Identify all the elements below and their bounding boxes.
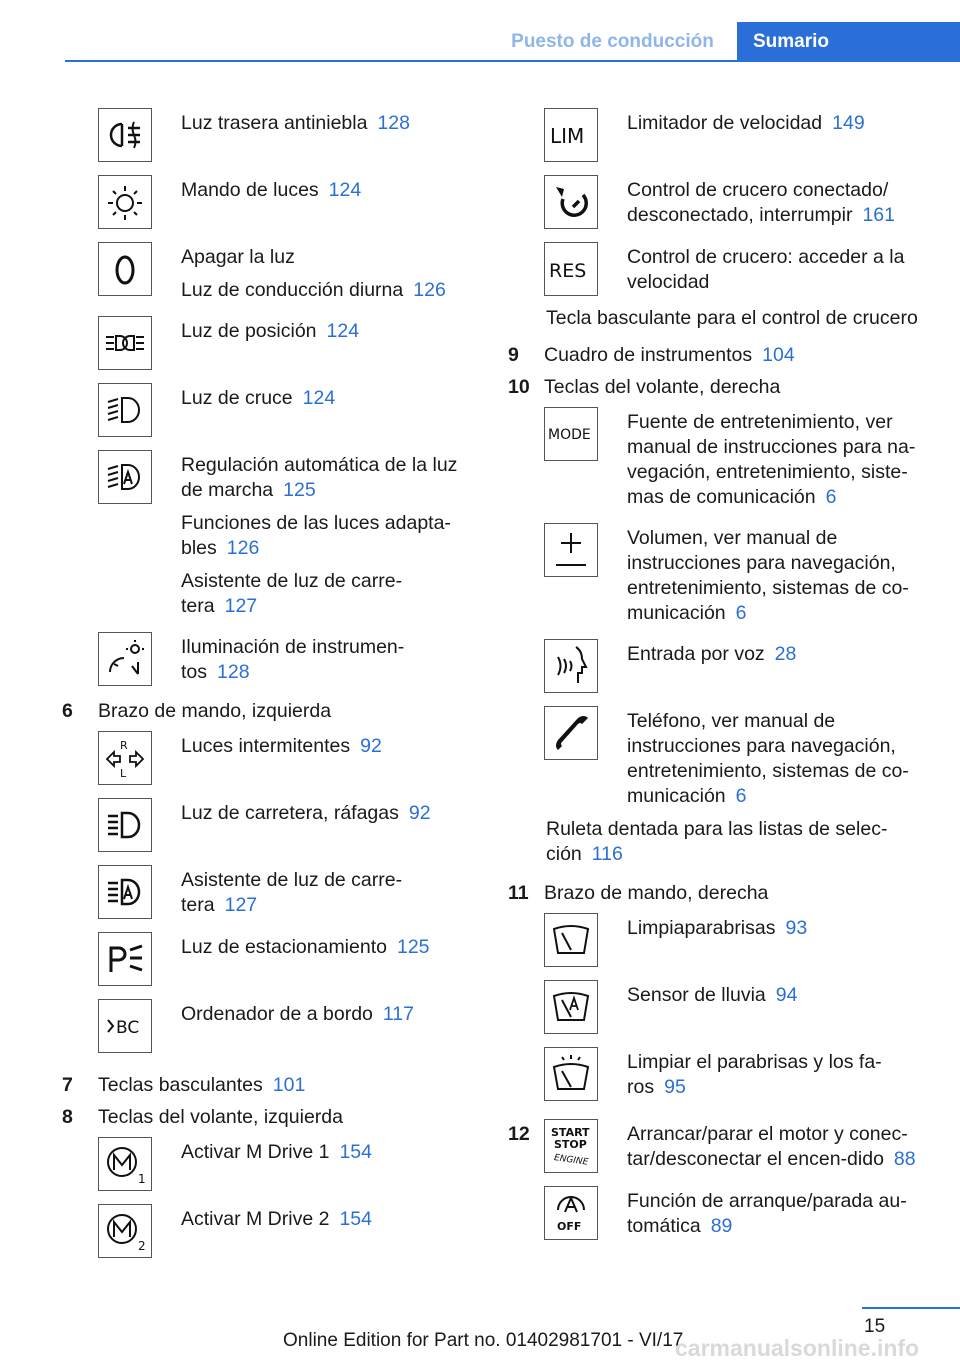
list-item bbox=[508, 913, 933, 967]
item-label: Iluminación de instrumen-tos bbox=[181, 636, 405, 683]
page-link[interactable]: 28 bbox=[774, 643, 797, 665]
numbered-item bbox=[62, 1073, 467, 1098]
list-item bbox=[508, 639, 933, 693]
svg-text:START: START bbox=[551, 1126, 590, 1139]
item-label: Entrada por voz bbox=[627, 643, 765, 665]
item-label: Cuadro de instrumentos bbox=[544, 344, 753, 366]
onboard-computer-icon bbox=[98, 999, 152, 1053]
svg-text:2: 2 bbox=[138, 1239, 146, 1253]
list-item bbox=[62, 316, 467, 370]
item-label: Brazo de mando, izquierda bbox=[98, 700, 332, 722]
mode-icon bbox=[544, 407, 598, 461]
list-item bbox=[62, 865, 467, 919]
list-item bbox=[62, 632, 467, 686]
auto-headlight-icon bbox=[98, 450, 152, 504]
item-label: Limpiaparabrisas bbox=[627, 917, 776, 939]
chapter-tab[interactable]: Puesto de conducción bbox=[511, 31, 714, 52]
edition-footer: Online Edition for Part no. 01402981701 - VI/17 bbox=[283, 1330, 684, 1351]
list-item bbox=[508, 1186, 933, 1240]
wiper-icon bbox=[544, 913, 598, 967]
page-link[interactable]: 125 bbox=[283, 479, 316, 501]
item-label: Teclas del volante, derecha bbox=[544, 376, 781, 398]
page-link[interactable]: 124 bbox=[302, 387, 336, 409]
item-number: 10 bbox=[508, 376, 530, 398]
page-link[interactable]: 124 bbox=[328, 179, 362, 201]
volume-icon bbox=[544, 523, 598, 577]
page-link[interactable]: 126 bbox=[226, 537, 260, 559]
watermark: carmanualsonline.info bbox=[675, 1335, 920, 1361]
svg-text:R: R bbox=[120, 739, 128, 752]
svg-text:RES: RES bbox=[549, 260, 587, 282]
parking-light-icon bbox=[98, 932, 152, 986]
page-link[interactable]: 161 bbox=[862, 204, 895, 226]
page-link[interactable]: 128 bbox=[377, 112, 410, 134]
svg-text:STOP: STOP bbox=[554, 1138, 587, 1151]
page-number: 15 bbox=[864, 1316, 886, 1337]
svg-text:L: L bbox=[120, 767, 127, 780]
item-label: Apagar la luz bbox=[181, 246, 295, 268]
item-label: Control de crucero: acceder a la velocidad bbox=[627, 246, 905, 293]
item-label: Luz de posición bbox=[181, 320, 317, 342]
item-label: Arrancar/parar el motor y conec-tar/desconectar el encen-dido bbox=[627, 1123, 908, 1170]
parking-lights-icon bbox=[98, 316, 152, 370]
item-label: Luces intermitentes bbox=[181, 735, 351, 757]
voice-input-icon bbox=[544, 639, 598, 693]
page-link[interactable]: 88 bbox=[893, 1148, 916, 1170]
numbered-item bbox=[62, 699, 467, 724]
item-label: Volumen, ver manual de instrucciones para navegación, entretenimiento, sistemas de co-municación bbox=[627, 527, 909, 624]
page-link[interactable]: 95 bbox=[664, 1076, 686, 1098]
page-link[interactable]: 94 bbox=[775, 984, 798, 1006]
page-link[interactable]: 154 bbox=[339, 1141, 372, 1163]
list-item bbox=[62, 242, 467, 303]
item-label: Función de arranque/parada au-tomática bbox=[627, 1190, 907, 1237]
item-label: Fuente de entretenimiento, ver manual de instrucciones para na-vegación, entretenimiento, siste-mas de comunicación bbox=[627, 411, 916, 508]
page-link[interactable]: 127 bbox=[224, 595, 258, 617]
list-item bbox=[62, 108, 467, 162]
item-number: 9 bbox=[508, 344, 519, 366]
page-link[interactable]: 154 bbox=[339, 1208, 372, 1230]
item-label: Limitador de velocidad bbox=[627, 112, 823, 134]
item-label: Regulación automática de la luz de marcha bbox=[181, 454, 458, 501]
list-item bbox=[62, 1204, 467, 1258]
resume-icon bbox=[544, 242, 598, 296]
page-link[interactable]: 93 bbox=[785, 917, 808, 939]
item-label: Limpiar el parabrisas y los fa-ros bbox=[627, 1051, 882, 1098]
numbered-item bbox=[508, 343, 933, 368]
list-item bbox=[508, 523, 933, 626]
rear-fog-light-icon bbox=[98, 108, 152, 162]
list-item bbox=[62, 450, 467, 619]
svg-text:BC: BC bbox=[116, 1018, 140, 1038]
list-text: Tecla basculante para el control de crucero bbox=[546, 307, 918, 329]
list-item bbox=[62, 798, 467, 852]
high-beam-icon bbox=[98, 798, 152, 852]
item-label: Ordenador de a bordo bbox=[181, 1003, 373, 1025]
list-item bbox=[508, 242, 933, 296]
numbered-item bbox=[508, 1119, 933, 1173]
list-item bbox=[508, 706, 933, 809]
svg-text:MODE: MODE bbox=[548, 427, 591, 443]
page-link[interactable]: 89 bbox=[710, 1215, 733, 1237]
item-number: 7 bbox=[62, 1074, 73, 1096]
turn-signal-icon bbox=[98, 731, 152, 785]
cruise-control-icon bbox=[544, 175, 598, 229]
light-switch-icon bbox=[98, 175, 152, 229]
item-label: Teclas basculantes bbox=[98, 1074, 263, 1096]
numbered-item bbox=[508, 375, 933, 400]
item-label: Luz de carretera, ráfagas bbox=[181, 802, 399, 824]
numbered-item bbox=[508, 881, 933, 906]
item-label: Luz de cruce bbox=[181, 387, 293, 409]
item-label: Sensor de lluvia bbox=[627, 984, 766, 1006]
list-item bbox=[62, 999, 467, 1053]
item-label: Luz trasera antiniebla bbox=[181, 112, 368, 134]
page-link[interactable]: 6 bbox=[825, 486, 837, 508]
list-item bbox=[508, 980, 933, 1034]
item-label: Brazo de mando, derecha bbox=[544, 882, 769, 904]
list-item bbox=[62, 383, 467, 437]
svg-text:ENGINE: ENGINE bbox=[553, 1153, 589, 1168]
list-item bbox=[62, 932, 467, 986]
m-drive-2-icon bbox=[98, 1204, 152, 1258]
lights-off-icon bbox=[98, 242, 152, 296]
list-item bbox=[62, 1137, 467, 1191]
page-link[interactable]: 125 bbox=[396, 936, 430, 958]
item-number: 12 bbox=[508, 1123, 530, 1145]
speed-limiter-icon bbox=[544, 108, 598, 162]
section-tab[interactable]: Sumario bbox=[737, 22, 960, 60]
list-item bbox=[508, 407, 933, 510]
item-label: Control de crucero conectado/ desconectado, interrumpir bbox=[627, 179, 889, 226]
auto-start-stop-off-icon bbox=[544, 1186, 598, 1240]
low-beam-icon bbox=[98, 383, 152, 437]
item-label: Mando de luces bbox=[181, 179, 319, 201]
page-link[interactable]: 149 bbox=[832, 112, 865, 134]
svg-text:OFF: OFF bbox=[557, 1220, 582, 1233]
list-item bbox=[62, 731, 467, 785]
header-rule bbox=[65, 60, 960, 62]
phone-icon bbox=[544, 706, 598, 760]
item-number: 8 bbox=[62, 1106, 73, 1128]
svg-text:1: 1 bbox=[138, 1172, 146, 1186]
page-link[interactable]: 128 bbox=[217, 661, 250, 683]
page-number-rule bbox=[862, 1307, 960, 1309]
list-item bbox=[62, 175, 467, 229]
page-link[interactable]: 117 bbox=[382, 1003, 414, 1025]
list-text bbox=[546, 817, 906, 867]
item-label: Luz de estacionamiento bbox=[181, 936, 387, 958]
item-label: Luz de conducción diurna bbox=[181, 279, 404, 301]
page-link[interactable]: 101 bbox=[272, 1074, 306, 1096]
page-link[interactable]: 127 bbox=[224, 894, 258, 916]
item-label: Asistente de luz de carre-tera bbox=[181, 570, 403, 617]
page-link[interactable]: 6 bbox=[735, 602, 747, 624]
item-label: Ruleta dentada para las listas de selec-ción bbox=[546, 818, 888, 865]
m-drive-1-icon bbox=[98, 1137, 152, 1191]
list-item bbox=[508, 108, 933, 162]
start-stop-icon bbox=[544, 1119, 598, 1173]
svg-text:LIM: LIM bbox=[550, 124, 585, 148]
page-link[interactable]: 92 bbox=[408, 802, 431, 824]
list-item bbox=[508, 1047, 933, 1101]
page-link[interactable]: 124 bbox=[326, 320, 360, 342]
page-link[interactable]: 116 bbox=[591, 843, 623, 865]
item-number: 6 bbox=[62, 700, 73, 722]
item-label: Activar M Drive 2 bbox=[181, 1208, 330, 1230]
item-label: Asistente de luz de carre-tera bbox=[181, 869, 403, 916]
instrument-lighting-icon bbox=[98, 632, 152, 686]
page-link[interactable]: 6 bbox=[735, 785, 747, 807]
washer-icon bbox=[544, 1047, 598, 1101]
page-link[interactable]: 126 bbox=[413, 279, 446, 301]
numbered-item bbox=[62, 1105, 467, 1130]
item-label: Teléfono, ver manual de instrucciones para navegación, entretenimiento, sistemas de co-municación bbox=[627, 710, 909, 807]
item-label: Funciones de las luces adapta-bles bbox=[181, 512, 451, 559]
left-column bbox=[62, 108, 467, 1271]
high-beam-assist-icon bbox=[98, 865, 152, 919]
right-column bbox=[508, 108, 933, 1253]
item-label: Teclas del volante, izquierda bbox=[98, 1106, 343, 1128]
page-link[interactable]: 92 bbox=[360, 735, 382, 757]
rain-sensor-icon bbox=[544, 980, 598, 1034]
item-label: Activar M Drive 1 bbox=[181, 1141, 330, 1163]
page-link[interactable]: 104 bbox=[762, 344, 795, 366]
list-item bbox=[508, 175, 933, 229]
item-number: 11 bbox=[508, 882, 529, 904]
